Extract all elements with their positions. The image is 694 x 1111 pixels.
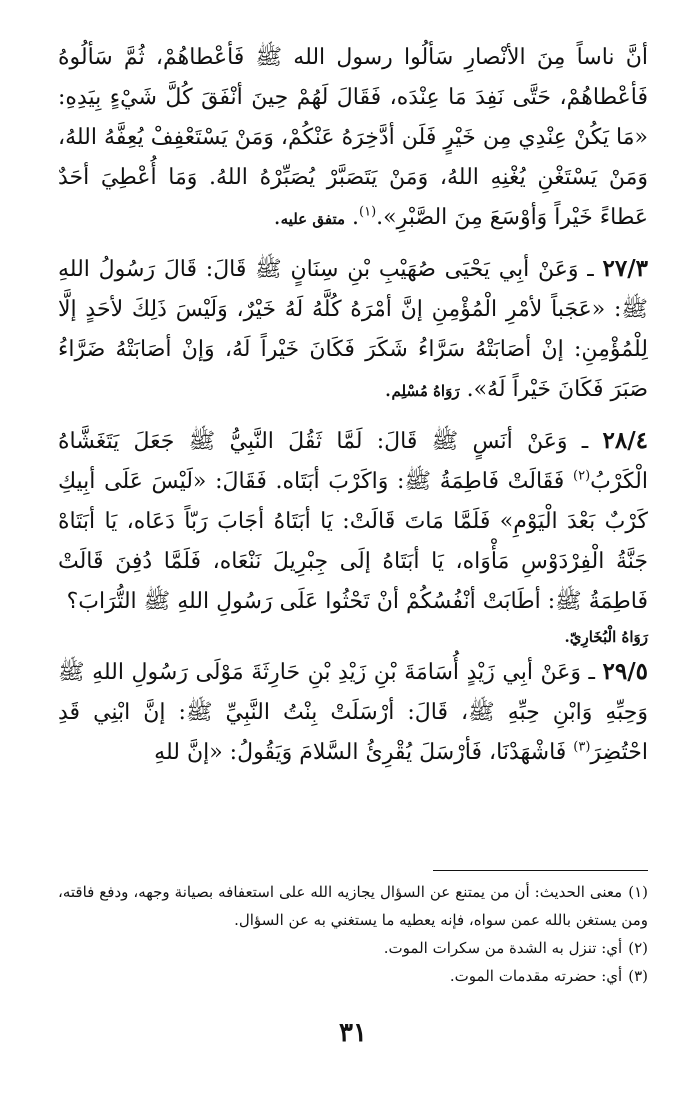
hadith-number: ٢٩/٥	[602, 658, 648, 685]
footnote-ref: (٢)	[573, 468, 591, 484]
hadith-text-continued: فَقَالَتْ فَاطِمَةُ ﷺ: وَاكَرْبَ أبَتَاه. فَقَالَ: «لَيْسَ عَلَى أبِيكِ كَرْبٌ بَعْدَ الْيَوْمِ» فَلَمَّا مَاتَ قَالَتْ: يَا أبَتَاهُ أجَابَ رَبّاً دَعَاه، يَا أبَتَاهْ جَنَّةُ الْفِرْدَوْسِ مَأْوَاه، يَا أبَتَاهُ إلَى جِبْرِيلَ نَنْعَاه، فَلَمَّا دُفِنَ قَالَتْ فَاطِمَةُ ﷺ: أطَابَتْ أنْفُسُكُمْ أنْ تَحْثُوا عَلَى رَسُولِ اللهِ ﷺ التُّرَابَ؟	[58, 469, 648, 614]
hadith-number: ٢٧/٣	[602, 255, 648, 282]
hadith-paragraph-3	[58, 421, 648, 622]
hadith-text: ـ وَعَنْ أبِي يَحْيَى صُهَيْبِ بْنِ سِنَانٍ ﷺ قَالَ: قَالَ رَسُولُ اللهِ ﷺ: «عَجَباً لأمْرِ الْمُؤْمِنِ إنَّ أمْرَهُ كُلَّهُ لَهُ خَيْرٌ، وَلَيْسَ ذَلِكَ لأحَدٍ إلَّا لِلْمُؤْمِنِ: إنْ أصَابَتْهُ سَرَّاءُ شَكَرَ فَكَانَ خَيْراً لَهُ، وَإنْ أصَابَتْهُ ضَرَّاءُ صَبَرَ فَكَانَ خَيْراً لَهُ».	[58, 257, 648, 402]
hadith-number: ٢٨/٤	[602, 427, 649, 454]
footnote-mark: (٢)	[628, 939, 648, 957]
footnote-mark: (٣)	[628, 967, 648, 985]
footnote-ref: (٣)	[573, 739, 591, 755]
footnote-3	[58, 962, 648, 990]
page-body	[58, 38, 648, 1078]
hadith-text: ـ وَعَنْ أبِي زَيْدٍ أُسَامَةَ بْنِ زَيْدِ بْنِ حَارِثَةَ مَوْلَى رَسُولِ اللهِ ﷺ وَحِبِّهِ وَابْنِ حِبِّهِ ﷺ، قَالَ: أرْسَلَتْ بِنْتُ النَّبِيِّ ﷺ: إنَّ ابْنِي قَدِ احْتُضِرَ	[58, 660, 648, 765]
footnote-text: معنى الحديث: أن من يمتنع عن السؤال يجازيه الله على استعفافه بصيانة وجهه، ودفع فاقته، ومن يستغن بالله عمن سواه، فإنه يعطيه ما يستغني به عن السؤال.	[58, 883, 648, 929]
footnote-1	[58, 878, 648, 934]
page-number: ٣١	[339, 1018, 367, 1048]
hadith-paragraph-1: أنَّ ناساً مِنَ الأنْصارِ سَألُوا رسول الله ﷺ فَأعْطاهُمْ، ثُمَّ سَألُوهُ فَأعْطاهُمْ، حَتَّى نَفِدَ مَا عِنْدَه، فَقَالَ لَهُمْ حِينَ أنْفَقَ كُلَّ شَيْءٍ بِيَدِهِ: «مَا يَكُنْ عِنْدِي مِن خَيْرٍ فَلَن أدَّخِرَهُ عَنْكُمْ، وَمَنْ يَسْتَعْفِفْ يُعِفَّهُ اللهُ، وَمَنْ يَسْتَغْنِ يُغْنِهِ اللهُ، وَمَنْ يَتَصَبَّرْ يُصَبِّرْهُ اللهُ. وَمَا أُعْطِيَ أحَدٌ عَطاءً خَيْراً وَأوْسَعَ مِنَ الصَّبْرِ».$^{(١)}$. متفق عليه.	[58, 45, 648, 230]
footnote-ref: (١)	[359, 204, 377, 220]
hadith-source: رَوَاهُ مُسْلِم	[391, 382, 460, 400]
footnote-text: أي: حضرته مقدمات الموت.	[449, 967, 623, 985]
hadith-source-line: رَوَاهُ الْبُخَارِيّ.	[564, 628, 648, 646]
hadith-text: أنَّ ناساً مِنَ الأنْصارِ سَألُوا رسول الله ﷺ فَأعْطاهُمْ، ثُمَّ سَألُوهُ فَأعْطاهُمْ، حَتَّى نَفِدَ مَا عِنْدَه، فَقَالَ لَهُمْ حِينَ أنْفَقَ كُلَّ شَيْءٍ بِيَدِهِ: «مَا يَكُنْ عِنْدِي مِن خَيْرٍ فَلَن أدَّخِرَهُ عَنْكُمْ، وَمَنْ يَسْتَعْفِفْ يُعِفَّهُ اللهُ، وَمَنْ يَسْتَغْنِ يُغْنِهِ اللهُ، وَمَنْ يَتَصَبَّرْ يُصَبِّرْهُ اللهُ. وَمَا أُعْطِيَ أحَدٌ عَطاءً خَيْراً وَأوْسَعَ مِنَ الصَّبْرِ».	[58, 45, 648, 230]
footnote-divider	[433, 870, 648, 871]
hadith-text: ـ وَعَنْ أنَسٍ ﷺ قَالَ: لَمَّا ثَقُلَ النَّبِيُّ ﷺ جَعَلَ يَتَغَشَّاهُ الْكَرْبُ	[58, 429, 648, 494]
hadith-paragraph-4	[58, 652, 648, 773]
hadith-source: متفق عليه	[280, 210, 346, 228]
footnote-text: أي: تنزل به الشدة من سكرات الموت.	[383, 939, 623, 957]
hadith-text-continued: فَاشْهَدْنَا، فَأرْسَلَ يُقْرِئُ السَّلامَ وَيَقُولُ: «إنَّ للهِ	[154, 740, 574, 765]
hadith-source: رَوَاهُ الْبُخَارِيّ	[569, 628, 648, 646]
footnote-2	[58, 934, 648, 962]
footnote-mark: (١)	[628, 883, 648, 901]
footnotes	[58, 878, 648, 990]
hadith-paragraph-2: ٢٧/٣ ـ وَعَنْ أبِي يَحْيَى صُهَيْبِ بْنِ سِنَانٍ ﷺ قَالَ: قَالَ رَسُولُ اللهِ ﷺ: «عَجَباً لأمْرِ الْمُؤْمِنِ إنَّ أمْرَهُ كُلَّهُ لَهُ خَيْرٌ، وَلَيْسَ ذَلِكَ لأحَدٍ إلَّا لِلْمُؤْمِنِ: إنْ أصَابَتْهُ سَرَّاءُ شَكَرَ فَكَانَ خَيْراً لَهُ، وَإنْ أصَابَتْهُ ضَرَّاءُ صَبَرَ فَكَانَ خَيْراً لَهُ». رَوَاهُ مُسْلِم.	[58, 255, 648, 402]
